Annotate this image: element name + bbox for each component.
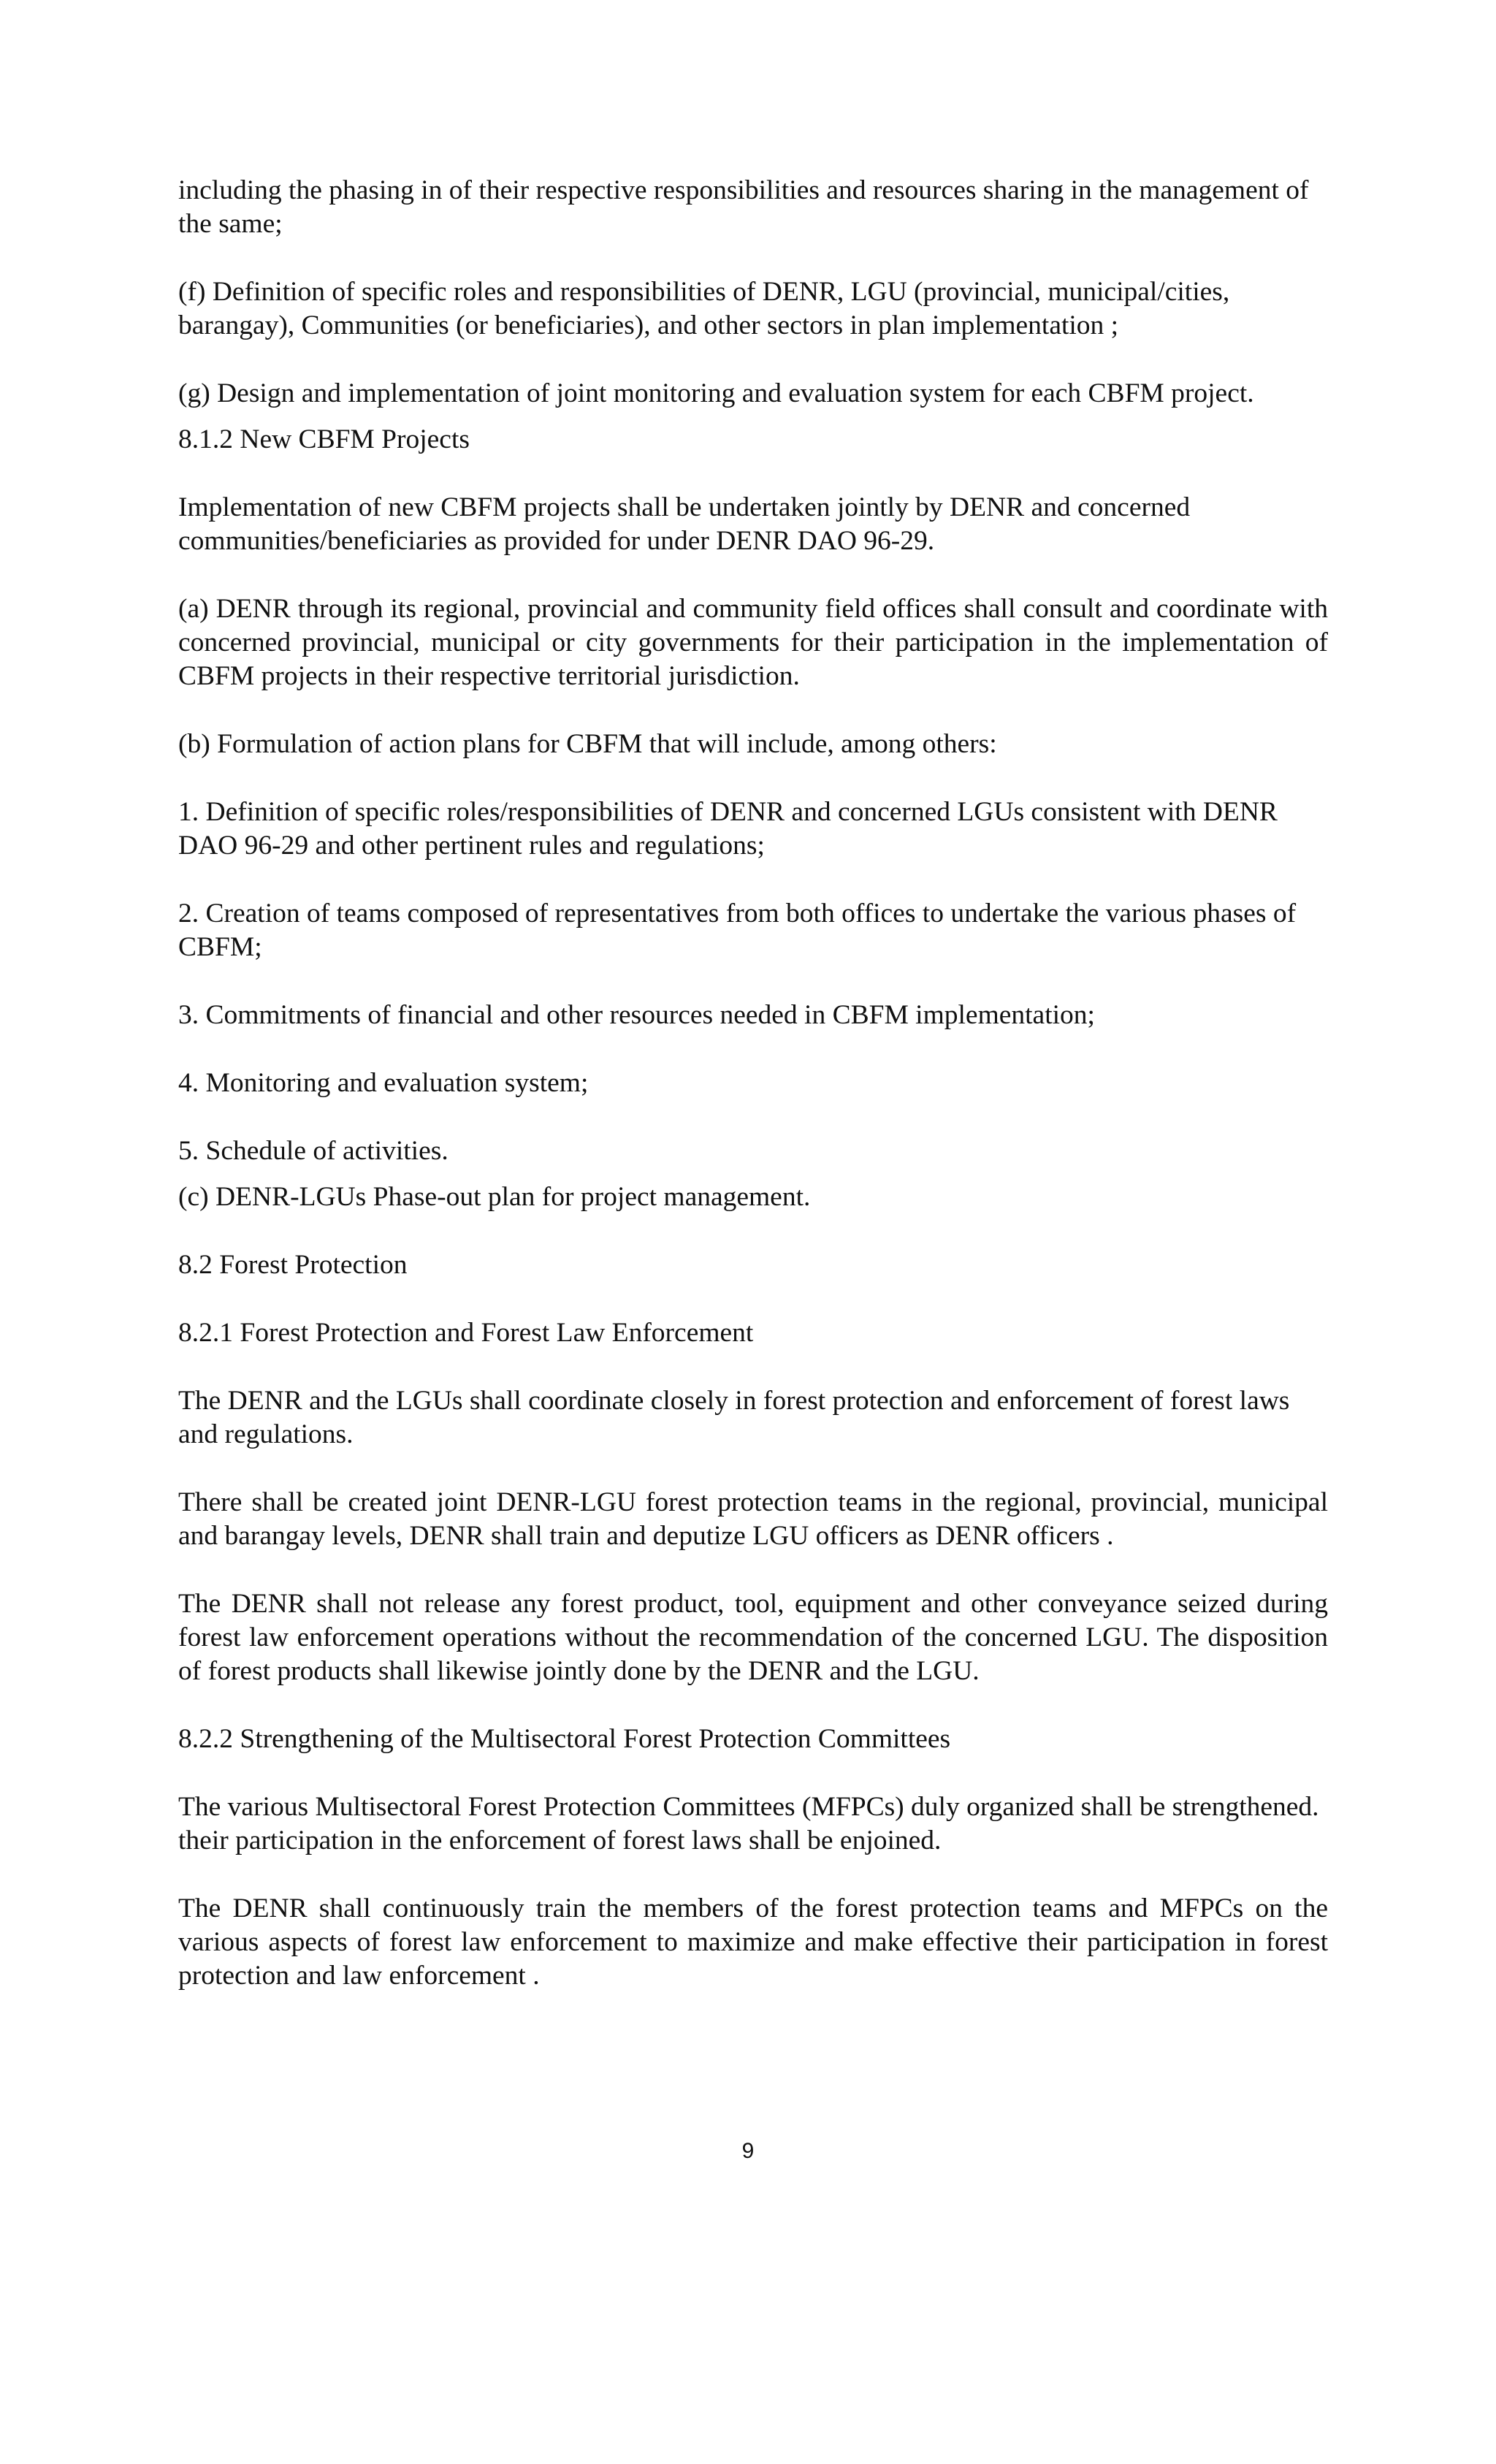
- section-heading-8-2-1: 8.2.1 Forest Protection and Forest Law Enforcement: [178, 1318, 754, 1348]
- section-heading-8-1-2: 8.1.2 New CBFM Projects: [178, 424, 470, 454]
- paragraph-item-b: (b) Formulation of action plans for CBFM that will include, among others:: [178, 729, 997, 759]
- list-item-5: 5. Schedule of activities.: [178, 1136, 449, 1166]
- paragraph-continuation: including the phasing in of their respective responsibilities and resources sharing in the management of the same;: [178, 175, 1309, 239]
- section-heading-8-2: 8.2 Forest Protection: [178, 1250, 408, 1280]
- paragraph-joint-teams: There shall be created joint DENR-LGU forest protection teams in the regional, provincial, municipal and barangay levels, DENR shall train and deputize LGU officers as DENR officers .: [178, 1487, 1328, 1551]
- paragraph-item-g: (g) Design and implementation of joint monitoring and evaluation system for each CBFM project.: [178, 378, 1254, 408]
- section-heading-8-2-2: 8.2.2 Strengthening of the Multisectoral Forest Protection Committees: [178, 1724, 951, 1754]
- paragraph-item-c: (c) DENR-LGUs Phase-out plan for project management.: [178, 1182, 811, 1212]
- list-item-1: 1. Definition of specific roles/responsibilities of DENR and concerned LGUs consistent with DENR DAO 96-29 and other pertinent rules and regulations;: [178, 797, 1278, 861]
- list-item-2: 2. Creation of teams composed of representatives from both offices to undertake the various phases of CBFM;: [178, 899, 1297, 962]
- list-item-3: 3. Commitments of financial and other resources needed in CBFM implementation;: [178, 1000, 1095, 1030]
- document-body: [178, 174, 1328, 2027]
- paragraph-coordinate: The DENR and the LGUs shall coordinate closely in forest protection and enforcement of forest laws and regulations.: [178, 1386, 1290, 1449]
- paragraph-training: The DENR shall continuously train the members of the forest protection teams and MFPCs on the various aspects of forest law enforcement to maximize and make effective their participation in forest protection and law enforcement .: [178, 1893, 1328, 1991]
- paragraph-new-cbfm: Implementation of new CBFM projects shall be undertaken jointly by DENR and concerned communities/beneficiaries as provided for under DENR DAO 96-29.: [178, 492, 1191, 556]
- paragraph-item-f: (f) Definition of specific roles and responsibilities of DENR, LGU (provincial, municipal/cities, barangay), Communities (or beneficiaries), and other sectors in plan implementation ;: [178, 277, 1230, 340]
- list-item-4: 4. Monitoring and evaluation system;: [178, 1068, 589, 1098]
- paragraph-mfpcs: The various Multisectoral Forest Protection Committees (MFPCs) duly organized shall be strengthened. their participation in the enforcement of forest laws shall be enjoined.: [178, 1792, 1319, 1855]
- paragraph-item-a: (a) DENR through its regional, provincial and community field offices shall consult and coordinate with concerned provincial, municipal or city governments for their participation in the implementation of CBFM projects in their respective territorial jurisdiction.: [178, 594, 1328, 691]
- page-number: 9: [741, 2139, 755, 2163]
- paragraph-release: The DENR shall not release any forest product, tool, equipment and other conveyance seized during forest law enforcement operations without the recommendation of the concerned LGU. The disposition of forest products shall likewise jointly done by the DENR and the LGU.: [178, 1589, 1328, 1686]
